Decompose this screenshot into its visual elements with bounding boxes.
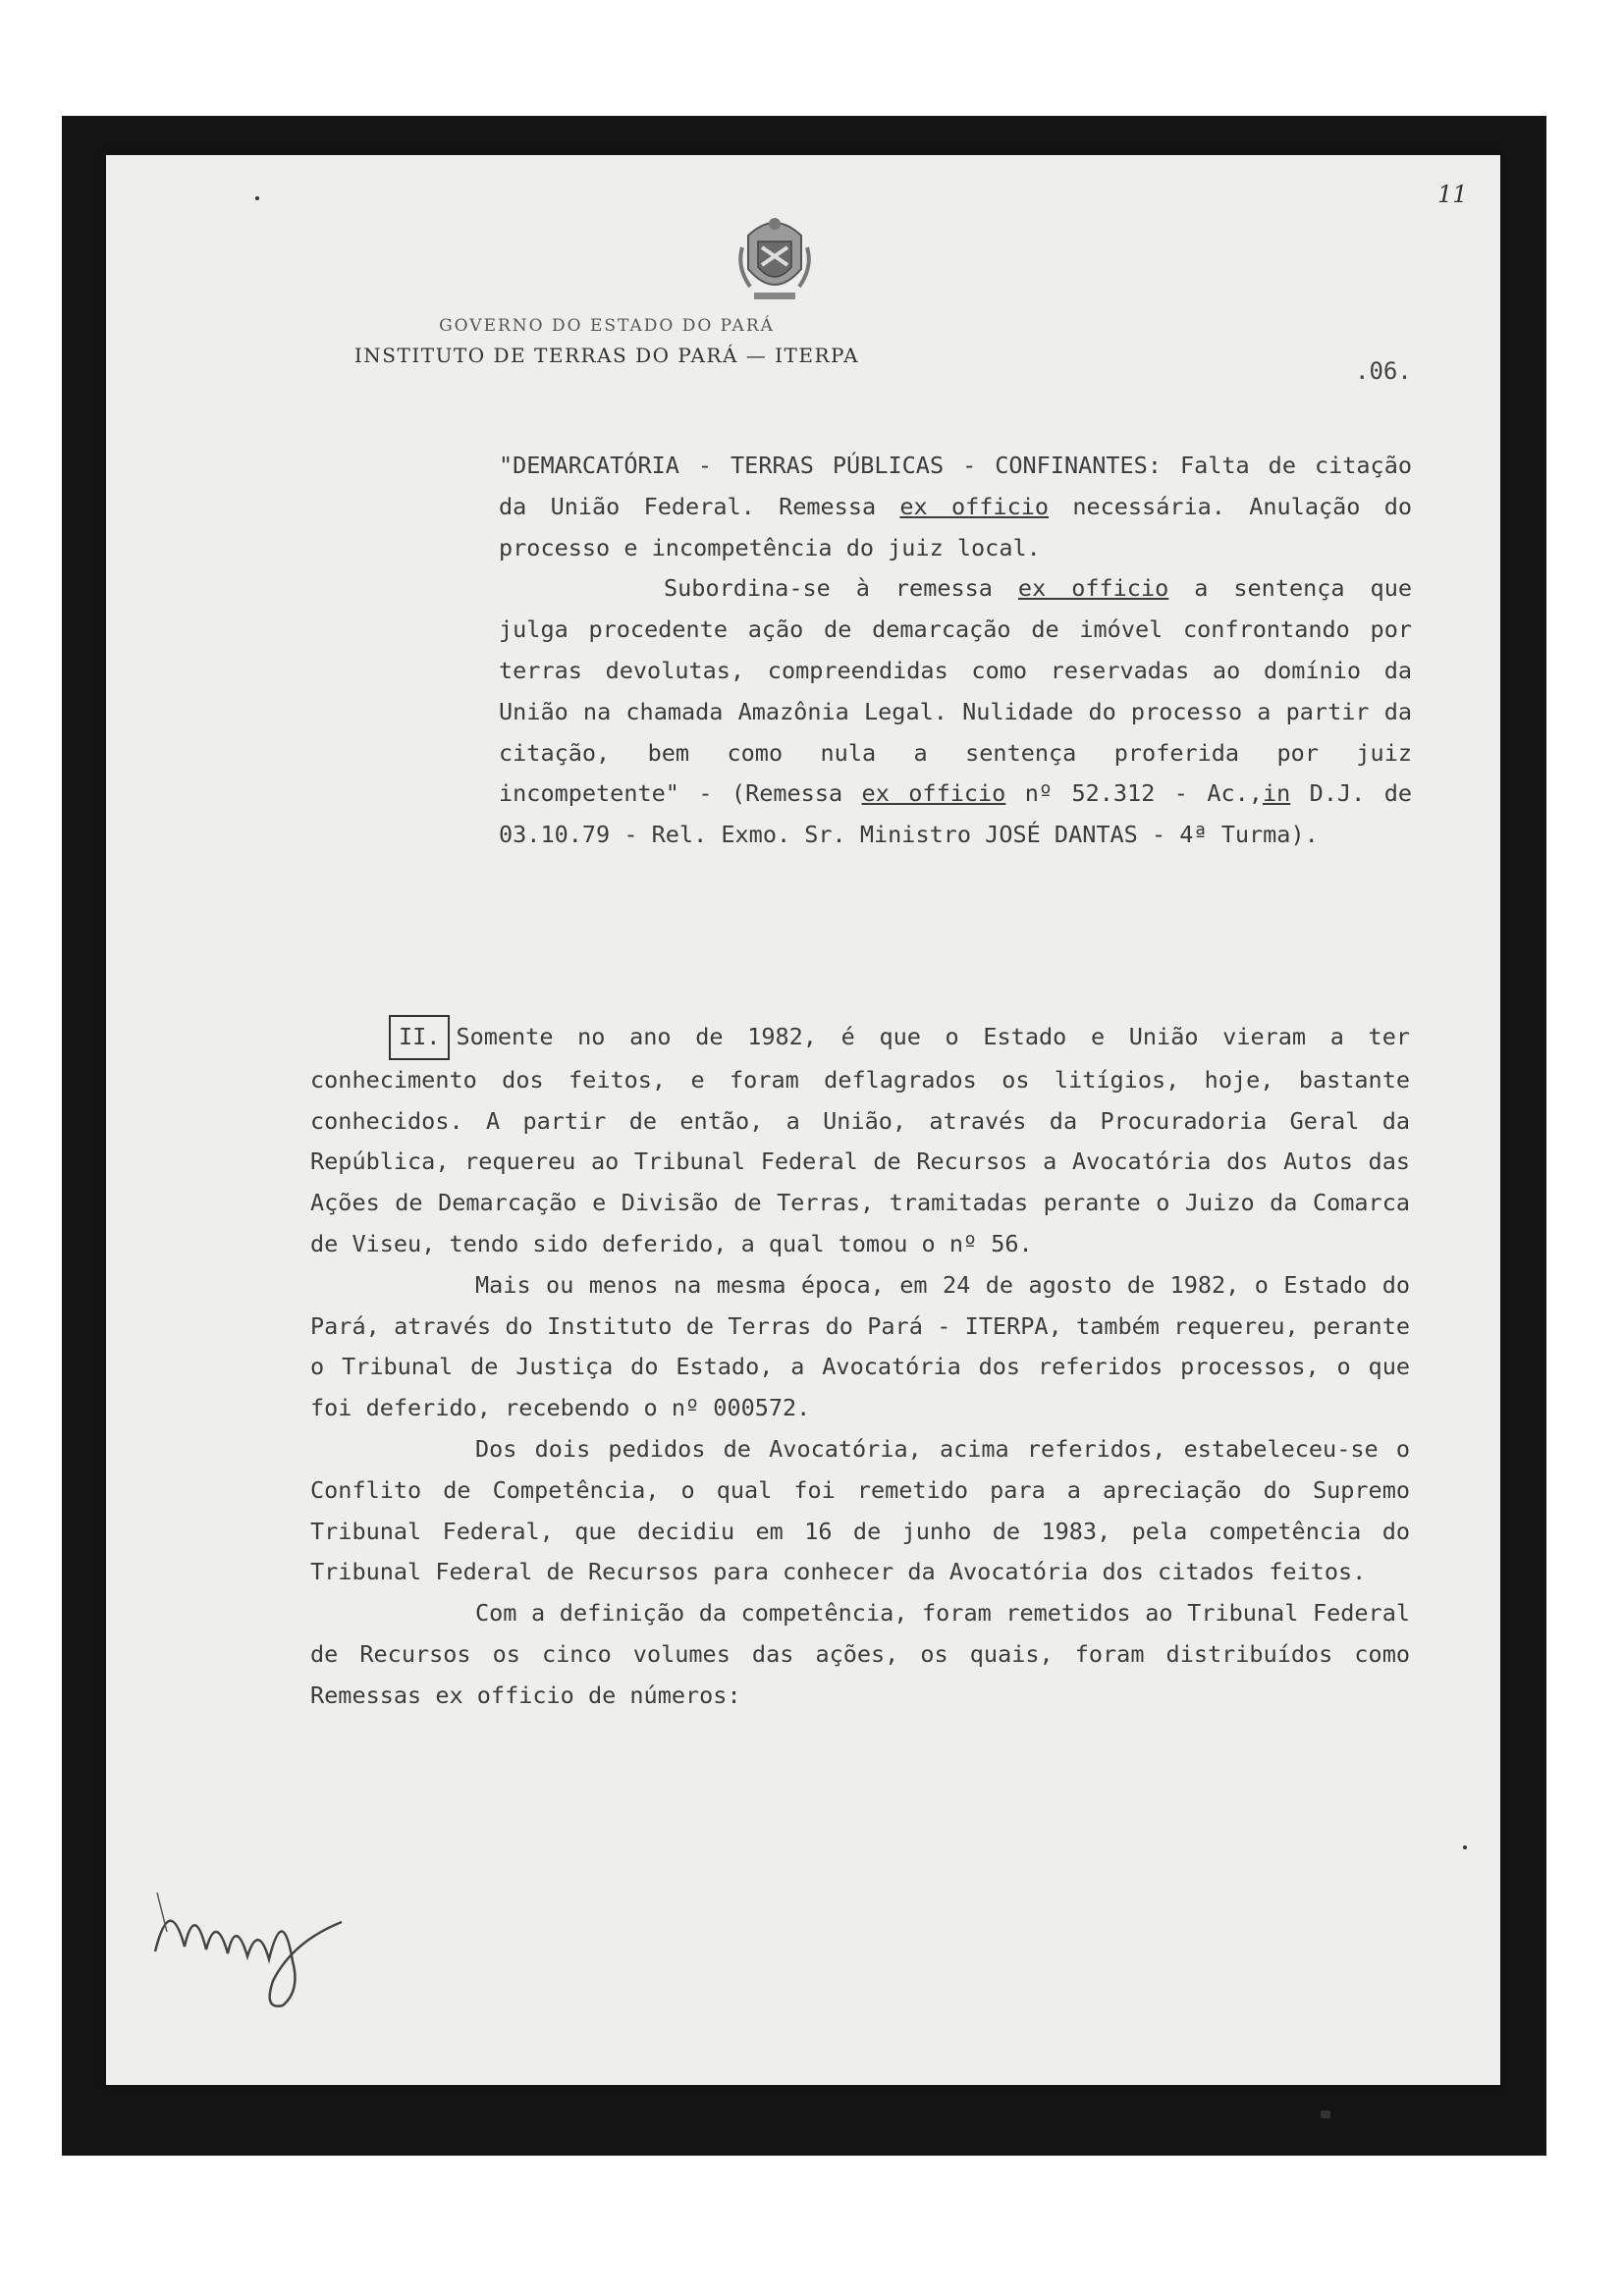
quote-paragraph-2: Subordina-se à remessa ex officio a sentença que julga procedente ação de demarcação de imóvel confrontando por terras devolutas, compreendidas como reservadas ao domínio da União na chamada Amazônia Legal. Nulidade do processo a partir da citação, bem como nula a sentença proferida por juiz incompetente" - (Remessa ex officio nº 52.312 - Ac.,in D.J. de 03.10.79 - Rel. Exmo. Sr. Ministro JOSÉ DANTAS - 4ª Turma). [499,574,1412,849]
body-text [310,1015,1410,1717]
quote-paragraph-1: "DEMARCATÓRIA - TERRAS PÚBLICAS - CONFINANTES: Falta de citação da União Federal. Remessa ex officio necessária. Anulação do processo e incompetência do juiz local. [499,452,1412,561]
page-number: .06. [1355,357,1412,385]
coat-of-arms-icon [734,208,815,306]
scan-speck [255,196,259,200]
section-ii-paragraph-2: Mais ou menos na mesma época, em 24 de agosto de 1982, o Estado do Pará, através do Instituto de Terras do Pará - ITERPA, também requereu, perante o Tribunal de Justiça do Estado, a Avocatória dos referidos processos, o que foi deferido, recebendo o nº 000572. [310,1270,1410,1422]
government-line: GOVERNO DO ESTADO DO PARÁ [439,316,775,336]
jurisprudence-quote [499,446,1412,856]
section-ii-paragraph-4: Com a definição da competência, foram remetidos ao Tribunal Federal de Recursos os cinco volumes das ações, os quais, foram distribuídos como Remessas ex officio de números: [310,1599,1410,1709]
scan-speck [1321,2110,1330,2118]
document-page [106,155,1500,2085]
section-ii-paragraph-1: II. Somente no ano de 1982, é que o Estado e União vieram a ter conhecimento dos feitos, e foram deflagrados os litígios, hoje, bastante conhecidos. A partir de então, a União, através da Procuradoria Geral da República, requereu ao Tribunal Federal de Recursos a Avocatória dos Autos das Ações de Demarcação e Divisão de Terras, tramitadas perante o Juizo da Comarca de Viseu, tendo sido deferido, a qual tomou o nº 56. [310,1015,1410,1265]
section-ii-paragraph-3: Dos dois pedidos de Avocatória, acima referidos, estabeleceu-se o Conflito de Competência, o qual foi remetido para a apreciação do Supremo Tribunal Federal, que decidiu em 16 de junho de 1983, pela competência do Tribunal Federal de Recursos para conhecer da Avocatória dos citados feitos. [310,1434,1410,1586]
handwritten-signature [145,1863,381,2010]
handwritten-page-mark: 11 [1437,181,1468,208]
institute-title: INSTITUTO DE TERRAS DO PARÁ — ITERPA [353,344,860,367]
section-label: II. [389,1015,450,1060]
scan-speck [1463,1845,1467,1849]
